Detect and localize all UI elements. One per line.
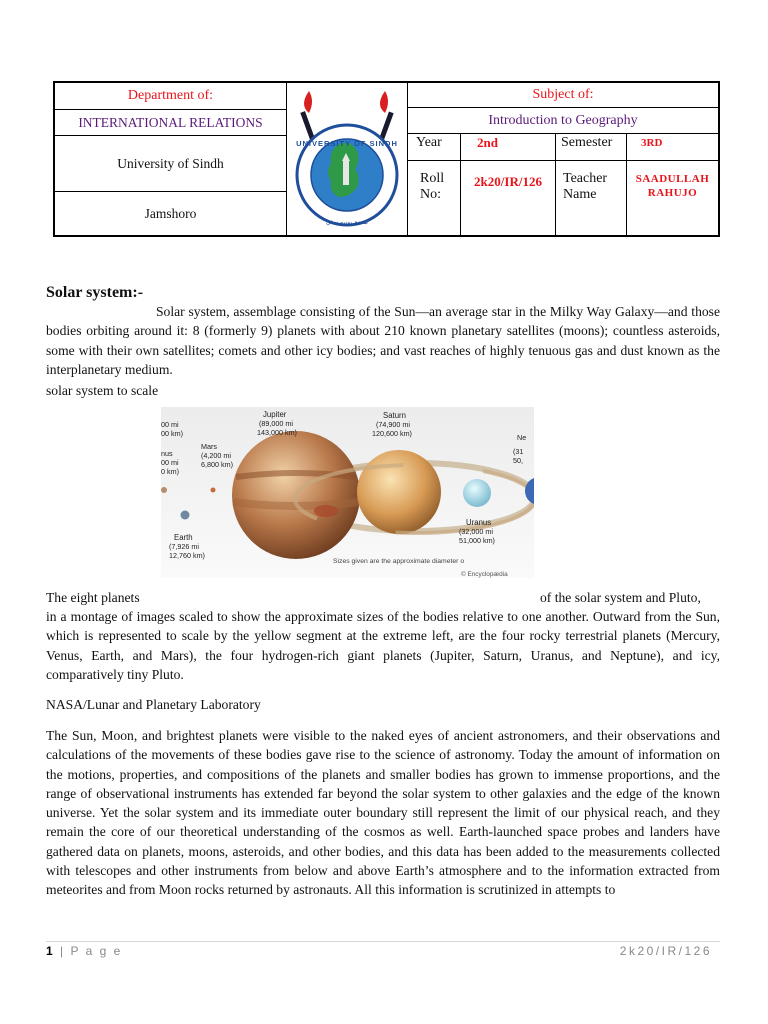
page-number: 1 — [46, 944, 55, 958]
jupiter-km: 143,000 km) — [257, 428, 297, 437]
section-heading: Solar system:- — [46, 284, 144, 301]
header-table — [53, 81, 720, 237]
saturn-label: Saturn — [383, 411, 406, 420]
uranus-mi: (32,000 mi — [459, 527, 493, 536]
earth-label: Earth — [174, 533, 193, 542]
uranus-label: Uranus — [466, 518, 492, 527]
planets-paragraph: in a montage of images scaled to show the approximate sizes of the bodies relative to one another. Outward from the Sun, which is represented to scale by the yellow segment at the extreme left, are the four rocky terrestrial planets (Mercury, Venus, Earth, and Mars), the four hydrogen-rich giant planets (Jupiter, Saturn, Uranus, and Neptune), and icy, comparatively tiny Pluto. — [46, 609, 720, 682]
university-seal-icon — [287, 83, 407, 235]
subject-label: Subject of: — [532, 87, 594, 102]
footer-roll-code: 2k20/IR/126 — [619, 944, 712, 958]
footer-divider — [46, 941, 720, 942]
planets-text-left: The eight planets — [46, 590, 140, 605]
uranus-km: 51,000 km) — [459, 536, 495, 545]
mars-mi: (4,200 mi — [201, 451, 231, 460]
image-credit: NASA/Lunar and Planetary Laboratory — [46, 697, 261, 712]
year-label: Year — [408, 133, 460, 160]
year-value: 2nd — [460, 133, 555, 160]
planets-illustration — [161, 407, 534, 578]
university-name: University of Sindh — [55, 135, 286, 191]
jupiter-mi: (89,000 mi — [259, 419, 293, 428]
teacher-label: Teacher Name — [555, 160, 626, 235]
venus-km: 0 km) — [161, 467, 179, 476]
university-logo — [286, 83, 408, 235]
planets-text-right: of the solar system and Pluto, — [540, 590, 701, 605]
semester-value: 3RD — [626, 133, 718, 160]
city-name: Jamshoro — [55, 191, 286, 235]
astronomy-paragraph: The Sun, Moon, and brightest planets were visible to the naked eyes of ancient astronomers, and their observations and calculations of the movements of these bodies gave rise to the science of astronomy. Today the amount of information on the motions, properties, and compositions of the planets and smaller bodies has grown to immense proportions, and the range of observational instruments has extended far beyond the solar system to other galaxies and the edge of the known universe. Yet the solar system and its immediate outer boundary still represent the limit of our physical reach, and they remain the core of our theoretical understanding of the cosmos as well. Earth-launched space probes and landers have gathered data on planets, moons, asteroids, and other bodies, and this data has been added to the measurements collected with telescopes and other instruments from below and above Earth’s atmosphere and to the information extracted from meteorites and from Moon rocks returned by astronauts. All this information is scrutinized in attempts to — [46, 728, 720, 898]
svg-text:سندھ يونيورسٽي: سندھ يونيورسٽي — [326, 220, 368, 226]
earth-km: 12,760 km) — [169, 551, 205, 560]
left-label-2: 00 km) — [161, 429, 183, 438]
department-label: Department of: — [127, 88, 214, 103]
mars-label: Mars — [201, 442, 217, 451]
venus-label: nus — [161, 449, 173, 458]
semester-label: Semester — [555, 133, 626, 160]
neptune-mi: (31 — [513, 447, 524, 456]
neptune-label: Ne — [517, 433, 527, 442]
intro-paragraph: Solar system, assemblage consisting of the Sun—an average star in the Milky Way Galaxy—and those bodies orbiting around it: 8 (formerly 9) planets with about 210 known planetary satellites (moons); countless asteroids, some with their own satellites; comets and other icy bodies; and vast reaches of highly tenuous gas and dust known as the interplanetary medium. — [46, 304, 720, 377]
solar-system-image — [161, 407, 534, 578]
teacher-value: SAADULLAH RAHUJO — [626, 160, 718, 235]
department-name: INTERNATIONAL RELATIONS — [55, 109, 286, 135]
mars-km: 6,800 km) — [201, 460, 233, 469]
figure-caption: solar system to scale — [46, 383, 159, 398]
page-indicator — [46, 944, 122, 958]
roll-label: Roll No: — [408, 160, 460, 235]
left-label-1: 00 mi — [161, 420, 179, 429]
saturn-mi: (74,900 mi — [376, 420, 410, 429]
seal-text: UNIVERSITY OF SINDH — [296, 139, 398, 148]
figure-copyright: © Encyclopædia — [461, 571, 508, 578]
neptune-km: 50, — [513, 456, 523, 465]
figure-note: Sizes given are the approximate diameter o — [333, 558, 465, 565]
earth-mi: (7,926 mi — [169, 542, 199, 551]
roll-value: 2k20/IR/126 — [460, 160, 555, 235]
saturn-km: 120,600 km) — [372, 429, 412, 438]
jupiter-label: Jupiter — [263, 410, 287, 419]
venus-mi: 00 mi — [161, 458, 179, 467]
page-word: | P a g e — [60, 944, 123, 958]
subject-name: Introduction to Geography — [408, 107, 718, 133]
